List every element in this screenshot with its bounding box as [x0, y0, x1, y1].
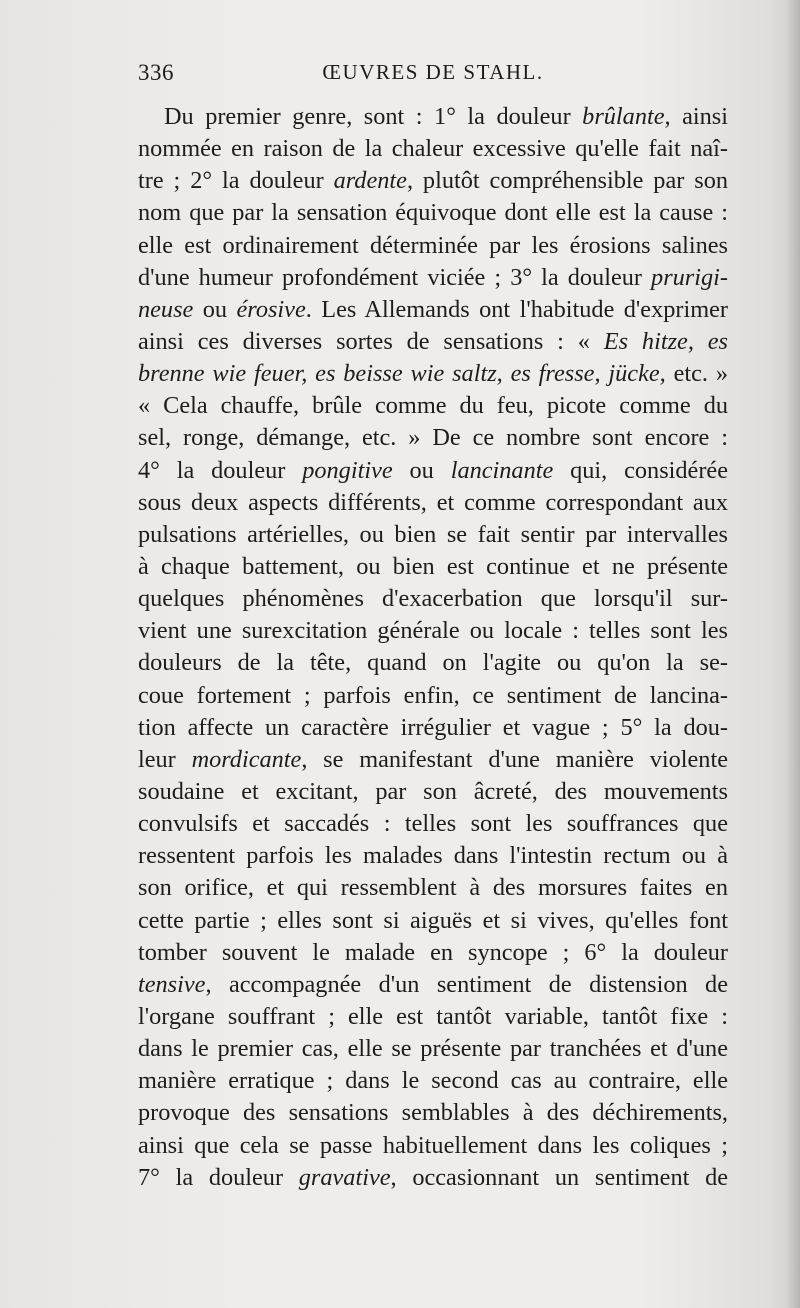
- text-run: ou: [193, 295, 237, 323]
- text-line: [138, 519, 728, 551]
- text-run: ou: [392, 456, 451, 484]
- text-line: [138, 1033, 728, 1065]
- text-line: [138, 551, 728, 583]
- text-run: 4° la douleur: [138, 456, 303, 484]
- text-run: Du premier genre, sont : 1° la douleur: [164, 103, 583, 130]
- text-run: l'organe souffrant ; elle est tantôt variable, tantôt fixe :: [138, 1002, 728, 1030]
- page-header: [138, 60, 728, 94]
- text-run: « Cela chauffe, brûle comme du feu, picote comme du: [138, 392, 728, 420]
- text-line: [138, 230, 728, 262]
- page-gutter-shadow: [786, 0, 800, 1308]
- italic-term: Es hitze, es: [603, 327, 728, 355]
- text-line: [138, 165, 728, 197]
- page-number: 336: [138, 60, 174, 85]
- text-line: [138, 197, 728, 229]
- text-run: vient une surexcitation générale ou locale : telles sont les: [138, 617, 728, 645]
- text-line: [138, 937, 728, 969]
- text-line: [138, 1001, 728, 1033]
- text-run: douleurs de la tête, quand on l'agite ou qu'on la se-: [138, 649, 728, 677]
- text-run: qui, considérée: [553, 456, 728, 484]
- text-run: pulsations artérielles, ou bien se fait sentir par intervalles: [138, 520, 728, 548]
- running-title: ŒUVRES DE STAHL.: [322, 60, 544, 84]
- text-run: nommée en raison de la chaleur excessive qu'elle fait naî-: [138, 135, 728, 163]
- text-line: [138, 133, 728, 165]
- text-run: elle est ordinairement déterminée par les érosions salines: [138, 231, 728, 259]
- text-run: son orifice, et qui ressemblent à des morsures faites en: [138, 874, 728, 902]
- text-run: soudaine et excitant, par son âcreté, des mouvements: [138, 777, 728, 805]
- italic-term: pongitive: [302, 456, 393, 484]
- text-line: [138, 294, 728, 326]
- text-run: coue fortement ; parfois enfin, ce sentiment de lancina-: [138, 681, 728, 709]
- text-line: [138, 776, 728, 808]
- text-line: [138, 615, 728, 647]
- text-line: [138, 422, 728, 454]
- text-run: manière erratique ; dans le second cas au contraire, elle: [138, 1067, 728, 1095]
- text-run: , accompagnée d'un sentiment de distension de: [205, 970, 728, 998]
- text-run: , ainsi: [664, 103, 728, 130]
- text-run: sous deux aspects différents, et comme correspondant aux: [138, 488, 728, 516]
- text-line: [138, 840, 728, 872]
- text-run: ressentent parfois les malades dans l'intestin rectum ou à: [138, 842, 728, 870]
- text-line: [138, 905, 728, 937]
- italic-term: brûlante: [582, 103, 665, 130]
- text-line: [138, 1097, 728, 1129]
- text-line: [138, 358, 728, 390]
- text-run: provoque des sensations semblables à des déchirements,: [138, 1099, 728, 1127]
- text-line: [138, 326, 728, 358]
- text-run: . Les Allemands ont l'habitude d'exprimer: [305, 295, 728, 323]
- text-run: convulsifs et saccadés : telles sont les souffrances que: [138, 810, 728, 838]
- text-line: [138, 969, 728, 1001]
- text-run: 7° la douleur: [138, 1163, 299, 1191]
- italic-term: lancinante: [450, 456, 554, 484]
- text-run: ainsi que cela se passe habituellement dans les coliques ;: [138, 1131, 728, 1159]
- text-run: ainsi ces diverses sortes de sensations : «: [138, 327, 604, 355]
- text-run: nom que par la sensation équivoque dont elle est la cause :: [138, 199, 728, 227]
- italic-term: brenne wie feuer, es beisse wie saltz, es fresse, jücke,: [138, 360, 666, 388]
- text-run: à chaque battement, ou bien est continue et ne présente: [138, 552, 728, 580]
- italic-term: gravative: [298, 1163, 391, 1191]
- text-run: tre ; 2° la douleur: [138, 167, 334, 195]
- italic-term: mordicante: [191, 745, 302, 773]
- text-run: sel, ronge, démange, etc. » De ce nombre sont encore :: [138, 424, 728, 452]
- text-line: [138, 744, 728, 776]
- text-line: [138, 583, 728, 615]
- text-line: [138, 390, 728, 422]
- text-line: [138, 872, 728, 904]
- text-run: , occasionnant un sentiment de: [390, 1163, 728, 1191]
- text-line: [138, 487, 728, 519]
- text-line: [138, 1130, 728, 1162]
- text-line: [138, 808, 728, 840]
- text-line: [138, 262, 728, 294]
- text-run: d'une humeur profondément viciée ; 3° la douleur: [138, 263, 652, 291]
- italic-term: neuse: [138, 295, 194, 323]
- text-line: [138, 647, 728, 679]
- text-line: [138, 455, 728, 487]
- text-run: leur: [138, 745, 192, 773]
- text-line: [138, 1162, 728, 1194]
- italic-term: ardente: [333, 167, 407, 195]
- text-run: tomber souvent le malade en syncope ; 6° la douleur: [138, 938, 728, 966]
- italic-term: érosive: [236, 295, 306, 323]
- text-line: [138, 712, 728, 744]
- text-run: tion affecte un caractère irrégulier et vague ; 5° la dou-: [138, 713, 728, 741]
- italic-term: tensive: [138, 970, 206, 998]
- text-run: , plutôt compréhensible par son: [406, 167, 728, 195]
- body-text: [138, 101, 728, 1194]
- text-line: [138, 1065, 728, 1097]
- text-run: dans le premier cas, elle se présente par tranchées et d'une: [138, 1035, 728, 1063]
- text-run: quelques phénomènes d'exacerbation que lorsqu'il sur-: [138, 585, 728, 613]
- text-line: [138, 680, 728, 712]
- text-run: cette partie ; elles sont si aiguës et si vives, qu'elles font: [138, 906, 728, 934]
- text-run: etc. »: [665, 360, 728, 388]
- text-run: , se manifestant d'une manière violente: [301, 745, 728, 773]
- text-line: [138, 101, 728, 133]
- italic-term: prurigi-: [651, 263, 728, 291]
